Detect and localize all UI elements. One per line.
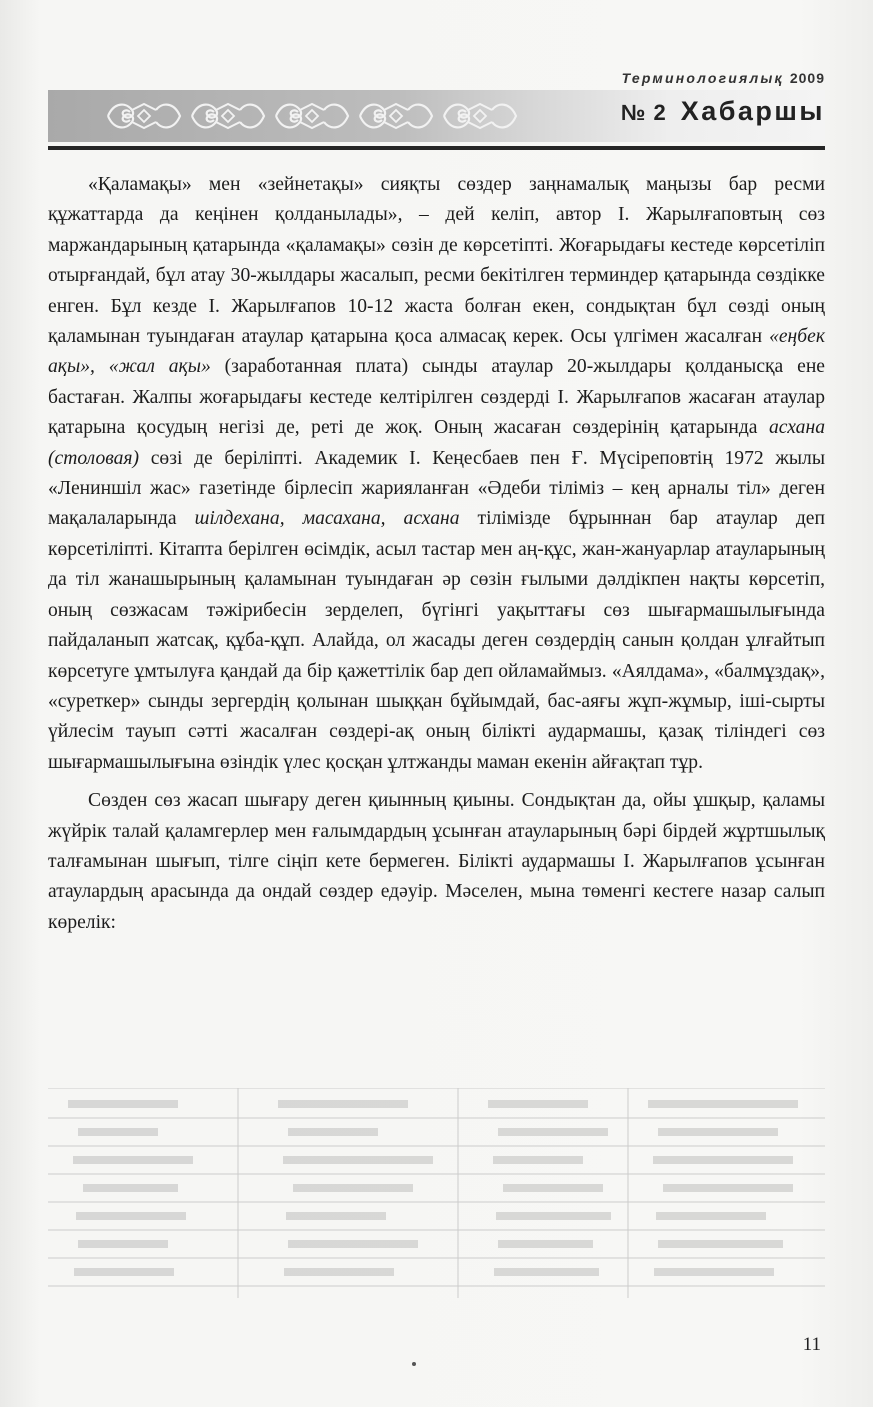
article-body: [48, 170, 825, 938]
issue-title: [621, 96, 825, 127]
journal-name: [622, 70, 825, 86]
paragraph-1-part-1: «Қаламақы» мен «зейнетақы» сияқты сөздер заңнамалық маңызы бар ресми құжаттарда да кеңінен қолданылады», – дей келіп, автор І. Жарылғаповтың сөз маржандарының қатарында «қаламақы» сөзін де көрсетіпті. Жоғарыдағы кестеде көрсетіліп отырғандай, бұл атау 30-жылдары жасалып, ресми бекітілген терминдер қатарында сөздікке енген. Бұл кезде І. Жарылғапов 10-12 жаста болған екен, сондықтан бұл сөзді оның қаламынан туындаған атаулар қатарына қоса алмасақ керек. Осы үлгімен жасалған: [48, 174, 825, 348]
paragraph-1-part-3: сөзі де беріліпті. Академик І. Кеңесбаев пен Ғ. Мүсіреповтің 1972 жылы «Лениншіл жас» газетінде бірлесіп жарияланған «Әдеби тіліміз – кең арналы тіл» деген мақалаларында: [48, 447, 825, 530]
table-bleed-through: [48, 1088, 825, 1298]
bulletin-title: Хабаршы: [680, 96, 825, 126]
paragraph-1-italic-3: шілдехана, масахана, асхана: [194, 508, 460, 530]
header-rule: [48, 146, 825, 150]
paragraph-1-italic-2: асхана (столовая): [48, 417, 825, 469]
journal-year: 2009: [789, 70, 825, 86]
scan-speck: [412, 1362, 416, 1366]
paragraph-1-part-2: (заработанная плата) сынды атаулар 20-жылдары қолданысқа ене бастаған. Жалпы жоғарыдағы кестеде келтірілген сөздерді І. Жарылғапов жасаған атаулар қатарына қосудың негізі де, реті де жоқ. Оның жасаған сөздерінің қатарында: [48, 356, 825, 439]
paragraph-1-part-4: тілімізде бұрыннан бар атаулар деп көрсетіліпті. Кітапта берілген өсімдік, асыл тастар мен аң-құс, жан-жануарлар атауларының да тіл жанашырының қаламынан туындаған әр сөзін ғылыми дәлдікпен нақты көрсетіп, оның сөзжасам тәжірибесін зерделеп, бүгінгі уақыттағы сөз шығармашылығында пайдаланып жатсақ, құба-құп. Алайда, ол жасады деген сөздердің санын қолдан ұлғайтып көрсетуге ұмтылуға қандай да бір қажеттілік бар деп ойламаймыз. «Аялдама», «балмұздақ», «суреткер» сынды зергердің қолынан шыққан бұйымдай, бас-аяғы жұп-жұмыр, іші-сырты үйлесім тауып сәтті жасалған сөздері-ақ оның білікті аудармашы, қазақ тіліндегі сөз шығармашылығына өзіндік үлес қосқан ұлтжанды маман екенін айғақтап тұр.: [48, 508, 825, 773]
page-number: 11: [802, 1334, 821, 1355]
paragraph-2: Сөзден сөз жасап шығару деген қиынның қиыны. Сондықтан да, ойы ұшқыр, қаламы жүйрік талай қаламгерлер мен ғалымдардың ұсынған атауларының бәрі бірдей жұртшылық талғамынан шығып, тілге сіңіп кете бермеген. Білікті аудармашы І. Жарылғапов ұсынған атаулардың арасында да ондай сөздер едәуір. Мәселен, мына төменгі кестеге назар салып көрелік:: [48, 790, 825, 933]
paragraph-1: [48, 170, 825, 778]
journal-title: Терминологиялық: [621, 70, 784, 86]
issue-number: № 2: [620, 100, 667, 125]
kazakh-ornament-icon: [104, 98, 524, 134]
paragraph-1-italic-1: «еңбек ақы», «жал ақы»: [48, 326, 825, 378]
